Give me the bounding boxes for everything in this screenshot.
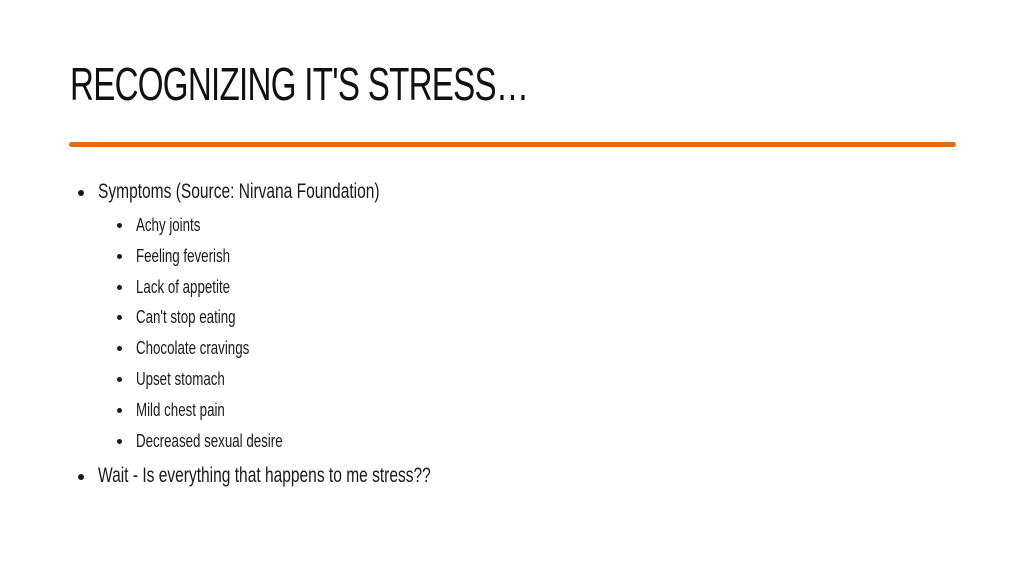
list-item	[117, 364, 958, 395]
slide-content	[78, 176, 958, 492]
symptom-list	[117, 210, 958, 456]
bullet-dot-icon	[117, 285, 122, 290]
list-item-text: Chocolate cravings	[136, 338, 250, 359]
bullet-symptoms	[78, 176, 958, 208]
list-item	[117, 333, 958, 364]
bullet-question	[78, 460, 958, 492]
slide-title: RECOGNIZING IT'S STRESS…	[70, 58, 529, 110]
list-item	[117, 210, 958, 241]
list-item-text: Achy joints	[136, 215, 201, 235]
list-item-text: Feeling feverish	[136, 245, 231, 266]
list-item-text: Upset stomach	[136, 368, 225, 389]
list-item	[117, 395, 958, 426]
list-item-text: Lack of appetite	[136, 276, 231, 297]
list-item-text: Can't stop eating	[136, 307, 236, 328]
list-item	[117, 426, 958, 457]
list-item	[117, 241, 958, 272]
list-item	[117, 302, 958, 333]
list-item	[117, 272, 958, 303]
bullet-text: Symptoms (Source: Nirvana Foundation)	[98, 180, 380, 203]
bullet-dot-icon	[117, 223, 122, 228]
list-item-text: Decreased sexual desire	[136, 430, 283, 451]
bullet-dot-icon	[117, 439, 122, 444]
bullet-dot-icon	[117, 254, 122, 259]
bullet-dot-icon	[117, 377, 122, 382]
bullet-dot-icon	[78, 474, 84, 480]
list-item-text: Mild chest pain	[136, 399, 225, 420]
bullet-dot-icon	[78, 190, 84, 196]
title-divider	[69, 142, 956, 147]
bullet-dot-icon	[117, 346, 122, 351]
bullet-text: Wait - Is everything that happens to me stress??	[98, 464, 431, 488]
bullet-dot-icon	[117, 315, 122, 320]
bullet-dot-icon	[117, 408, 122, 413]
